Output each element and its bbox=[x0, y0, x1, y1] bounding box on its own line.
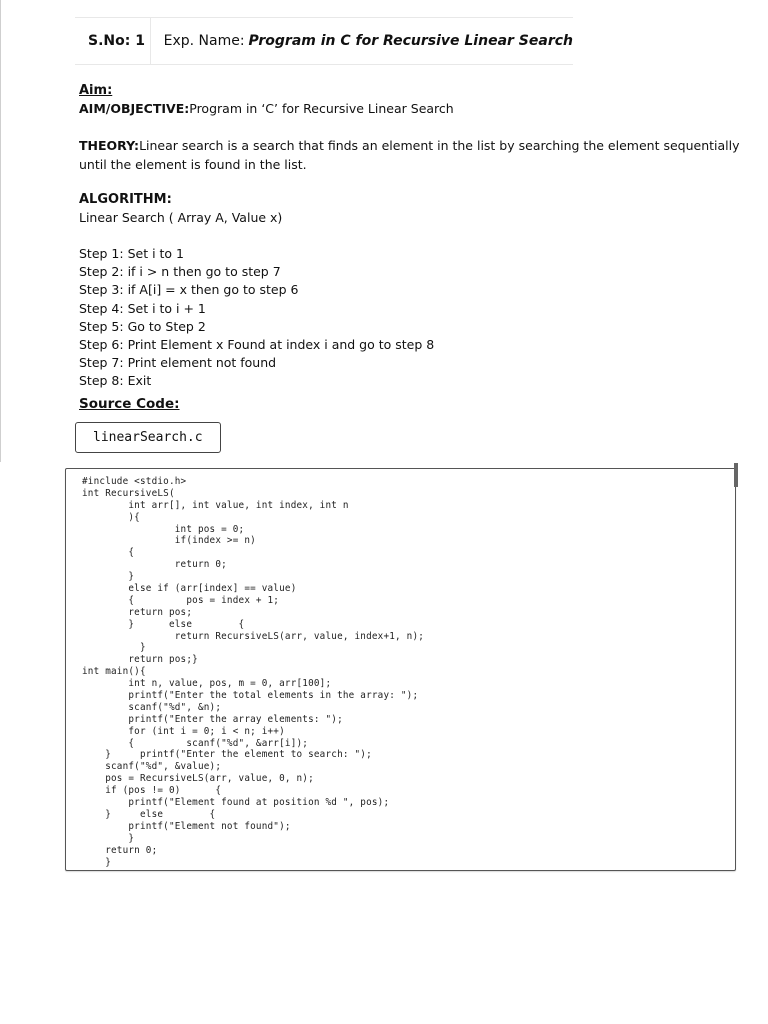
theory-label: THEORY: bbox=[79, 138, 140, 153]
code-line: int arr[], int value, int index, int n bbox=[82, 499, 349, 511]
algorithm-subtitle: Linear Search ( Array A, Value x) bbox=[79, 210, 283, 225]
code-line: printf("Enter the array elements: "); bbox=[82, 713, 343, 725]
aim-objective bbox=[79, 100, 454, 118]
source-code-heading: Source Code: bbox=[79, 396, 180, 412]
aim-objective-text: Program in ‘C’ for Recursive Linear Search bbox=[189, 101, 454, 116]
code-line: scanf("%d", &value); bbox=[82, 761, 222, 773]
code-line: scanf("%d", &n); bbox=[82, 701, 222, 713]
code-lines bbox=[82, 476, 424, 868]
code-line: printf("Enter the total elements in the array: "); bbox=[82, 690, 419, 702]
code-line: } else { bbox=[82, 808, 216, 820]
code-line: int pos = 0; bbox=[82, 523, 245, 535]
code-line: printf("Element found at position %d ", pos); bbox=[82, 797, 390, 809]
algorithm-step: Step 2: if i > n then go to step 7 bbox=[79, 264, 281, 280]
code-line: } bbox=[82, 832, 135, 844]
code-line: } bbox=[82, 571, 135, 583]
code-scrollbar[interactable] bbox=[734, 463, 738, 487]
code-line: int main(){ bbox=[82, 666, 146, 678]
code-line: } else { bbox=[82, 618, 245, 630]
code-line: printf("Element not found"); bbox=[82, 820, 291, 832]
code-line: ){ bbox=[82, 511, 140, 523]
source-file-tab[interactable]: linearSearch.c bbox=[75, 422, 221, 453]
experiment-name-value: Program in C for Recursive Linear Search bbox=[248, 33, 573, 49]
code-line: #include <stdio.h> bbox=[82, 476, 187, 487]
code-line: } printf("Enter the element to search: "); bbox=[82, 749, 372, 761]
experiment-name-label: Exp. Name: bbox=[163, 33, 245, 49]
algorithm-step: Step 1: Set i to 1 bbox=[79, 246, 184, 261]
experiment-name bbox=[151, 18, 573, 64]
serial-number: S.No: 1 bbox=[75, 18, 151, 64]
code-line: for (int i = 0; i < n; i++) bbox=[82, 725, 285, 737]
code-line: pos = RecursiveLS(arr, value, 0, n); bbox=[82, 773, 314, 785]
code-line: int n, value, pos, m = 0, arr[100]; bbox=[82, 678, 332, 690]
code-line: } bbox=[82, 642, 146, 654]
code-line: } bbox=[82, 856, 111, 868]
code-line: else if (arr[index] == value) bbox=[82, 583, 297, 595]
algorithm-step: Step 5: Go to Step 2 bbox=[79, 318, 206, 334]
algorithm-heading: ALGORITHM: bbox=[79, 192, 172, 207]
code-block[interactable] bbox=[65, 468, 736, 871]
algorithm-step: Step 6: Print Element x Found at index i and go to step 8 bbox=[79, 337, 435, 353]
code-line: return RecursiveLS(arr, value, index+1, n); bbox=[82, 630, 425, 642]
code-line: return 0; bbox=[82, 559, 227, 571]
code-line: return pos;} bbox=[82, 654, 198, 666]
page-edge-line bbox=[0, 0, 1, 462]
algorithm-step: Step 4: Set i to i + 1 bbox=[79, 300, 206, 316]
code-line: if(index >= n) bbox=[82, 535, 256, 547]
code-line: { pos = index + 1; bbox=[82, 594, 280, 606]
algorithm-step: Step 8: Exit bbox=[79, 373, 152, 389]
aim-objective-label: AIM/OBJECTIVE: bbox=[79, 101, 190, 116]
theory-paragraph bbox=[79, 136, 759, 174]
code-line: return pos; bbox=[82, 606, 193, 618]
code-line: { scanf("%d", &arr[i]); bbox=[82, 737, 309, 749]
code-line: if (pos != 0) { bbox=[82, 785, 222, 797]
algorithm-step: Step 3: if A[i] = x then go to step 6 bbox=[79, 282, 299, 298]
theory-text: Linear search is a search that finds an element in the list by searching the element sequentially until the element is found in the list. bbox=[79, 138, 740, 172]
aim-heading: Aim: bbox=[79, 83, 113, 98]
code-line: { bbox=[82, 547, 135, 559]
code-line: return 0; bbox=[82, 844, 158, 856]
experiment-header bbox=[75, 17, 573, 65]
code-line: int RecursiveLS( bbox=[82, 487, 175, 499]
algorithm-steps bbox=[79, 245, 434, 391]
algorithm-step: Step 7: Print element not found bbox=[79, 355, 277, 371]
